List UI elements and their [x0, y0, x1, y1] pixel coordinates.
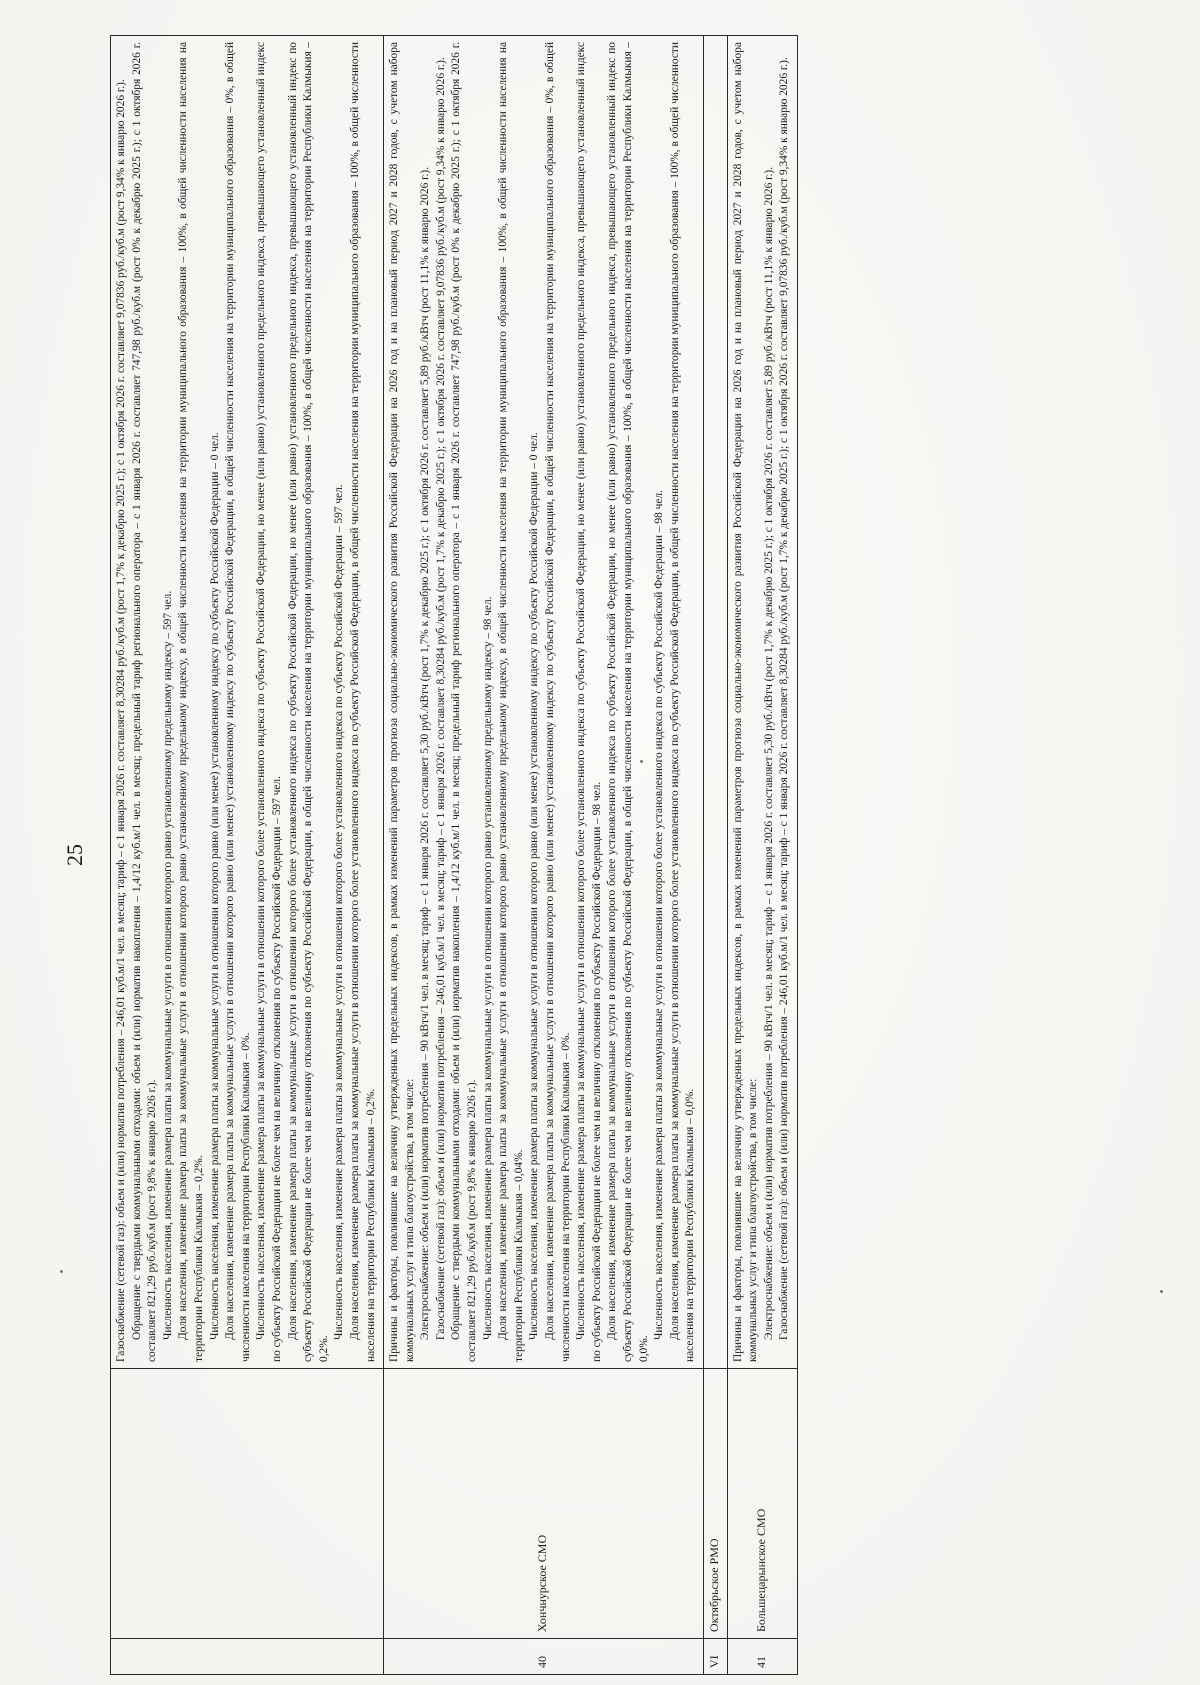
district-name: Октябрьское РМО — [703, 1369, 727, 1639]
paragraph: Газоснабжение (сетевой газ): объем и (или) норматив потребления – 246,01 куб.м/1 чел. в месяц; тариф – с 1 января 2026 г. составляет 8,30284 руб./куб.м (рост 1,7% к декабрю 2025 г.); с 1 октября 2026 г. составляет 9,07836 руб./куб.м (рост 9,34% к январю 2026 г.). — [778, 57, 791, 1340]
scan-speck — [1160, 1290, 1163, 1293]
paragraph: Численность населения, изменение размера платы за коммунальные услуги в отношении которого равно установленному предельному индексу – 98 чел. — [481, 596, 494, 1340]
section-number: VI — [703, 1639, 727, 1675]
table-row — [703, 36, 727, 1675]
paragraph: Доля населения, изменение размера платы за коммунальные услуги в отношении которого более установленного индекса по субъекту Российской Федерации, но менее (или равно) установленного предельного индекса, превышающего установленный индекс по субъекту Российской Федерации не более чем на величину отклонения по субъекту Российской Федерации, в общей численности населения на территории муниципального образования – 100%, в общей численности населения на территории Республики Калмыкия – 0,0%. — [606, 42, 650, 1362]
paragraph: Газоснабжение (сетевой газ): объем и (или) норматив потребления – 246,01 куб.м/1 чел. в месяц; тариф – с 1 января 2026 г. составляет 8,30284 руб./куб.м (рост 1,7% к декабрю 2025 г.); с 1 октября 2026 г. составляет 9,07836 руб./куб.м (рост 9,34% к январю 2026 г.). — [434, 57, 447, 1340]
indices-table — [110, 35, 798, 1675]
page-number: 25 — [62, 844, 87, 866]
row-number — [111, 1639, 384, 1675]
paragraph: Доля населения, изменение размера платы за коммунальные услуги в отношении которого равно установленному предельному индексу, в общей численности населения на территории муниципального образования – 100%, в общей численности населения на территории Республики Калмыкия – 0,2%. — [177, 42, 205, 1362]
paragraph: Численность населения, изменение размера платы за коммунальные услуги в отношении которого более установленного индекса по субъекту Российской Федерации – 597 чел. — [333, 484, 346, 1340]
paragraph: Обращение с твердыми коммунальными отходами: объем и (или) норматив накопления – 1,4/12 куб.м/1 чел. в месяц; предельный тариф регионального оператора – с 1 января 2026 г. составляет 747,98 руб./куб.м (рост 0% к декабрю 2025 г.); с 1 октября 2026 г. составляет 821,29 руб./куб.м (рост 9,8% к январю 2026 г.). — [130, 42, 159, 1362]
paragraph: Численность населения, изменение размера платы за коммунальные услуги в отношении которого равно (или менее) установленному индексу по субъекту Российской Федерации – 0 чел. — [528, 432, 541, 1340]
paragraph: Численность населения, изменение размера платы за коммунальные услуги в отношении которого равно установленному предельному индексу – 597 чел. — [161, 590, 174, 1340]
description-cell — [384, 36, 704, 1369]
municipality-name — [111, 1369, 384, 1639]
paragraph: Численность населения, изменение размера платы за коммунальные услуги в отношении которого более установленного индекса по субъекту Российской Федерации, но менее (или равно) установленного предельного индекса, превышающего установленный индекс по субъекту Российской Федерации не более чем на величину отклонения по субъекту Российской Федерации – 597 чел. — [255, 42, 283, 1362]
paragraph: Численность населения, изменение размера платы за коммунальные услуги в отношении которого более установленного индекса по субъекту Российской Федерации, но менее (или равно) установленного предельного индекса, превышающего установленный индекс по субъекту Российской Федерации не более чем на величину отклонения по субъекту Российской Федерации – 98 чел. — [575, 42, 603, 1362]
paragraph: Численность населения, изменение размера платы за коммунальные услуги в отношении которого равно (или менее) установленному индексу по субъекту Российской Федерации – 0 чел. — [208, 432, 221, 1340]
paragraph: Доля населения, изменение размера платы за коммунальные услуги в отношении которого равно установленному предельному индексу, в общей численности населения на территории муниципального образования – 100%, в общей численности населения на территории Республики Калмыкия – 0,04%. — [497, 42, 525, 1362]
paragraph: Причины и факторы, повлиявшие на величину утвержденных предельных индексов, в рамках изменений параметров прогноза социально-экономического развития Российской Федерации на 2026 год и на плановый период 2027 и 2028 годов, с учетом набора коммунальных услуг и типа благоустройства, в том числе: — [731, 42, 760, 1362]
paragraph: Причины и факторы, повлиявшие на величину утвержденных предельных индексов, в рамках изменений параметров прогноза социально-экономического развития Российской Федерации на 2026 год и на плановый период 2027 и 2028 годов, с учетом набора коммунальных услуг и типа благоустройства, в том числе: — [388, 42, 416, 1362]
description-cell — [111, 36, 384, 1369]
paragraph: Доля населения, изменение размера платы за коммунальные услуги в отношении которого равно (или менее) установленному индексу по субъекту Российской Федерации, в общей численности населения на территории муниципального образования – 0%, в общей численности населения на территории Республики Калмыкия – 0%. — [544, 42, 572, 1362]
paragraph: Доля населения, изменение размера платы за коммунальные услуги в отношении которого равно (или менее) установленному индексу по субъекту Российской Федерации, в общей численности населения на территории муниципального образования – 0%, в общей численности населения на территории Республики Калмыкия – 0%. — [224, 42, 252, 1362]
paragraph: Электроснабжение: объем и (или) норматив потребления – 90 кВтч/1 чел. в месяц; тариф – с 1 января 2026 г. составляет 5,30 руб./кВтч (рост 1,7% к декабрю 2025 г.); с 1 октября 2026 г. составляет 5,89 руб./кВтч (рост 11,1% к январю 2026 г.). — [762, 166, 775, 1340]
paragraph: Доля населения, изменение размера платы за коммунальные услуги в отношении которого более установленного индекса по субъекту Российской Федерации, но менее (или равно) установленного предельного индекса, превышающего установленный индекс по субъекту Российской Федерации не более чем на величину отклонения по субъекту Российской Федерации, в общей численности населения на территории муниципального образования – 100%, в общей численности населения на территории Республики Калмыкия – 0,2%. — [286, 42, 330, 1362]
paragraph: Газоснабжение (сетевой газ): объем и (или) норматив потребления – 246,01 куб.м/1 чел. в месяц; тариф – с 1 января 2026 г. составляет 8,30284 руб./куб.м (рост 1,7% к декабрю 2025 г.); с 1 октября 2026 г. составляет 9,07836 руб./куб.м (рост 9,34% к январю 2026 г.). — [115, 79, 127, 1362]
municipality-name: Хончнурское СМО — [384, 1369, 704, 1639]
paragraph: Доля населения, изменение размера платы за коммунальные услуги в отношении которого более установленного индекса по субъекту Российской Федерации, в общей численности населения на территории муниципального образования – 100%, в общей численности населения на территории Республики Калмыкия – 0,0%. — [668, 42, 697, 1362]
table-row — [727, 36, 797, 1675]
paragraph: Обращение с твердыми коммунальными отходами: объем и (или) норматив накопления – 1,4/12 куб.м/1 чел. в месяц; предельный тариф регионального оператора – с 1 января 2026 г. составляет 747,98 руб./куб.м (рост 0% к декабрю 2025 г.); с 1 октября 2026 г. составляет 821,29 руб./куб.м (рост 9,8% к январю 2026 г.). — [450, 42, 479, 1362]
rotated-page-content — [62, 35, 1060, 1675]
paragraph: Доля населения, изменение размера платы за коммунальные услуги в отношении которого более установленного индекса по субъекту Российской Федерации, в общей численности населения на территории муниципального образования – 100%, в общей численности населения на территории Республики Калмыкия – 0,2%. — [348, 42, 377, 1362]
paragraph: Электроснабжение: объем и (или) норматив потребления – 90 кВтч/1 чел. в месяц; тариф – с 1 января 2026 г. составляет 5,30 руб./кВтч (рост 1,7% к декабрю 2025 г.); с 1 октября 2026 г. составляет 5,89 руб./кВтч (рост 11,1% к январю 2026 г.). — [419, 166, 432, 1340]
description-cell — [703, 36, 727, 1369]
table-row — [111, 36, 384, 1675]
description-cell — [727, 36, 797, 1369]
table-row — [384, 36, 704, 1675]
row-number: 40 — [384, 1639, 704, 1675]
municipality-name: Большецарынское СМО — [727, 1369, 797, 1639]
paragraph: Численность населения, изменение размера платы за коммунальные услуги в отношении которого более установленного индекса по субъекту Российской Федерации – 98 чел. — [653, 490, 666, 1340]
row-number: 41 — [727, 1639, 797, 1675]
